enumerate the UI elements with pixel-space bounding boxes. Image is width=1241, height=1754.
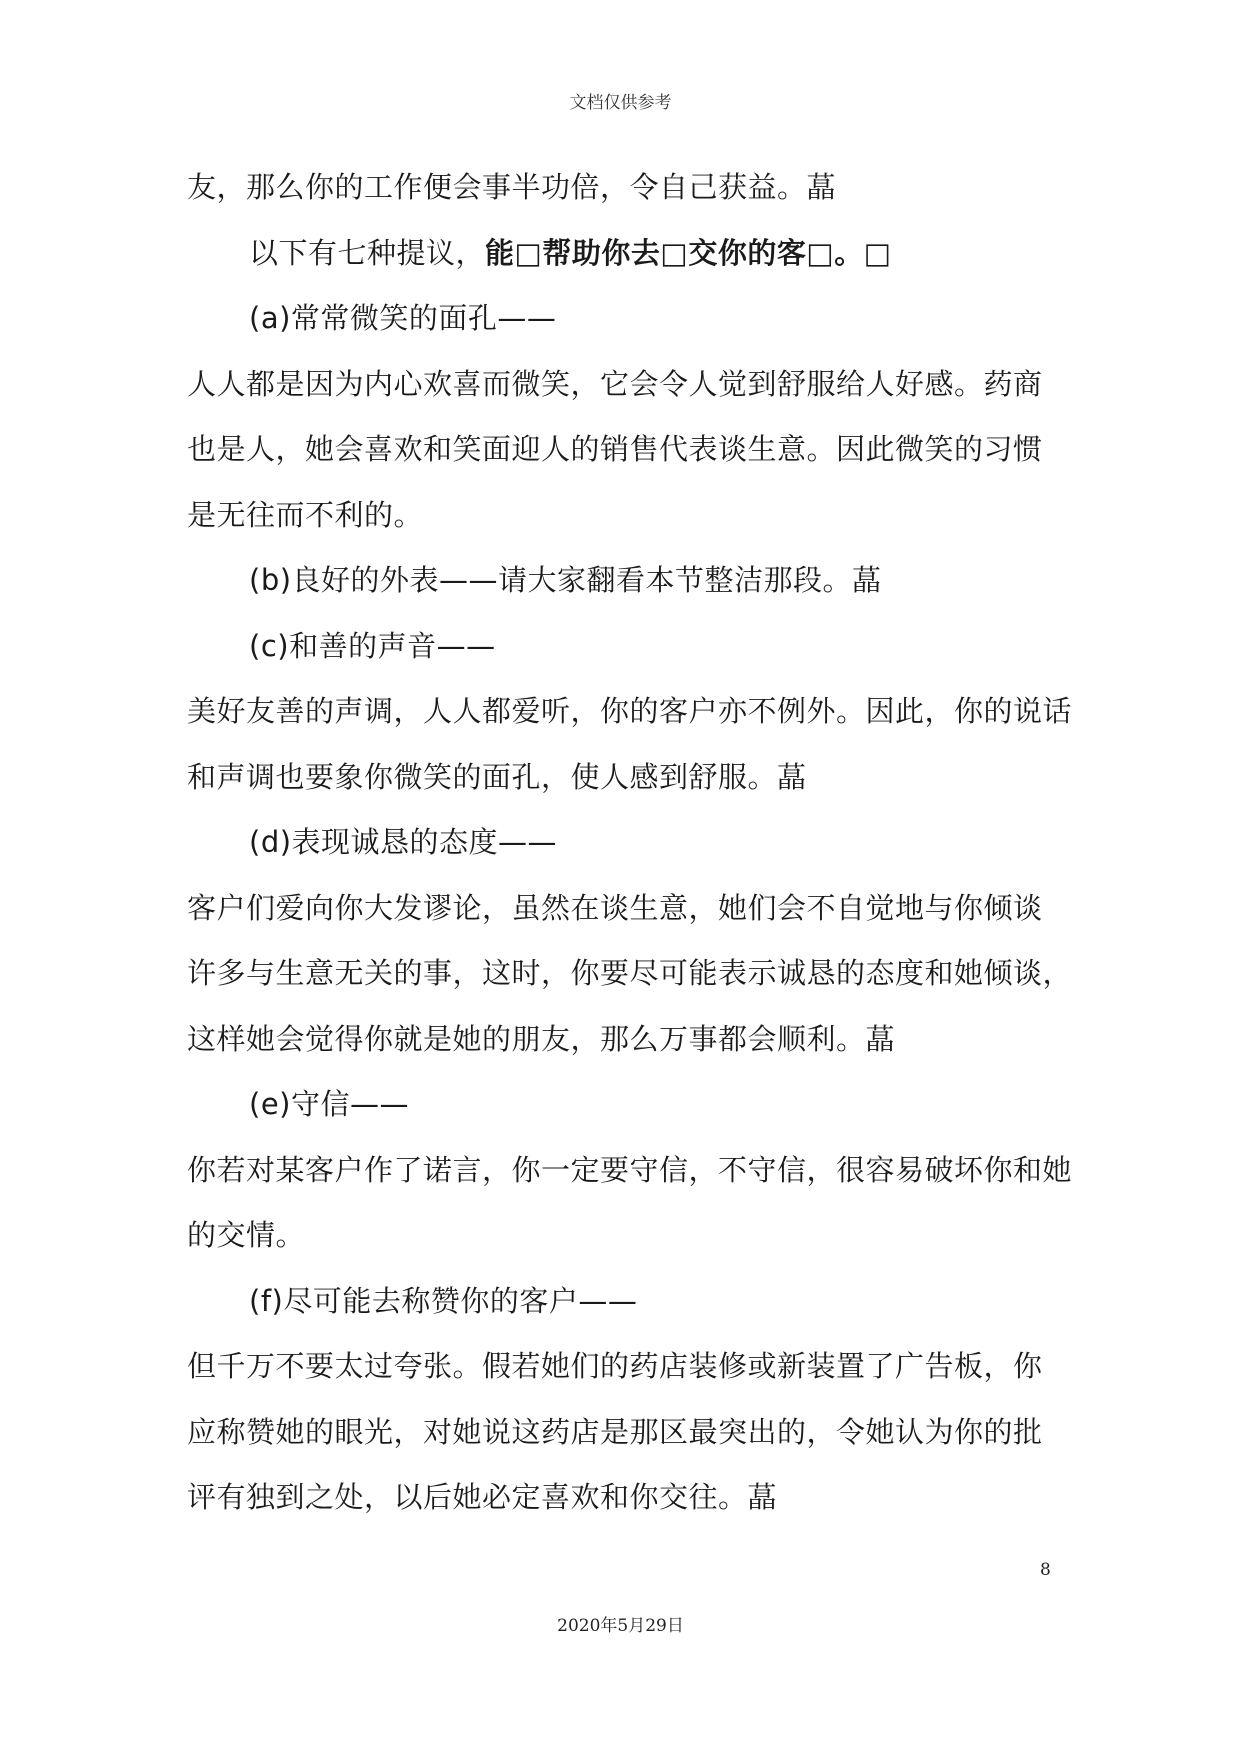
paragraph-line [187,1007,1057,1073]
item-heading-e [187,1072,1057,1138]
line-text: 的交情。 [187,1218,306,1252]
paragraph-line [187,876,1057,942]
paragraph-line [187,155,1057,221]
line-text: (c)和善的声音—— [249,628,496,663]
line-text: 是无往而不利的。 [187,497,424,532]
line-text: (a)常常微笑的面孔—— [249,301,557,335]
item-heading-d [187,810,1057,876]
paragraph-line [187,1400,1057,1466]
paragraph-line [187,417,1057,483]
line-text: 评有独到之处，以后她必定喜欢和你交往。蕌 [187,1480,778,1514]
page-footer-date: 2020年5月29日 [557,1616,684,1636]
line-text: 但千万不要太过夸张。假若她们的药店装修或新装置了广告板，你 [187,1349,1043,1383]
line-text: 这样她会觉得你就是她的朋友，那么万事都会顺利。蕌 [187,1021,896,1056]
paragraph-line [187,1203,1057,1269]
line-text: 和声调也要象你微笑的面孔，使人感到舒服。蕌 [187,759,807,794]
line-text: (f)尽可能去称赞你的客户—— [249,1283,638,1318]
line-text: (d)表现诚恳的态度—— [249,825,558,859]
page-header: 文档仅供参考 [569,93,672,113]
paragraph-line [187,745,1057,811]
paragraph-line [187,221,1057,287]
paragraph-line [187,1465,1057,1531]
line-text: 也是人，她会喜欢和笑面迎人的销售代表谈生意。因此微笑的习惯 [187,432,1043,466]
paragraph-line [187,679,1073,745]
line-text: (e)守信—— [249,1087,409,1121]
line-text: 你若对某客户作了诺言，你一定要守信，不守信，很容易破坏你和她 [187,1152,1073,1187]
item-heading-b [187,548,1057,614]
bold-line-text: 能□帮助你去□交你的客□。□ [485,235,892,270]
line-text: 客户们爱向你大发谬论，虽然在谈生意，她们会不自觉地与你倾谈 [187,890,1043,925]
line-text: 友，那么你的工作便会事半功倍，令自己获益。蕌 [187,170,837,204]
paragraph-line [187,483,1057,549]
line-text: 应称赞她的眼光，对她说这药店是那区最突出的，令她认为你的批 [187,1414,1043,1449]
item-heading-f [187,1269,1057,1335]
paragraph-line [187,1138,1073,1204]
line-text: (b)良好的外表——请大家翻看本节整洁那段。蕌 [249,563,882,597]
line-text: 许多与生意无关的事，这时，你要尽可能表示诚恳的态度和她倾谈， [187,956,1073,990]
page-number: 8 [1040,1560,1051,1580]
document-body [187,155,1073,1531]
paragraph-line [187,941,1073,1007]
paragraph-line [187,352,1057,418]
paragraph-line [187,1334,1057,1400]
item-heading-c [187,614,1057,680]
line-text: 美好友善的声调，人人都爱听，你的客户亦不例外。因此，你的说话 [187,694,1073,728]
line-text: 以下有七种提议， [249,235,486,270]
item-heading-a [187,286,1057,352]
line-text: 人人都是因为内心欢喜而微笑，它会令人觉到舒服给人好感。药商 [187,366,1043,401]
